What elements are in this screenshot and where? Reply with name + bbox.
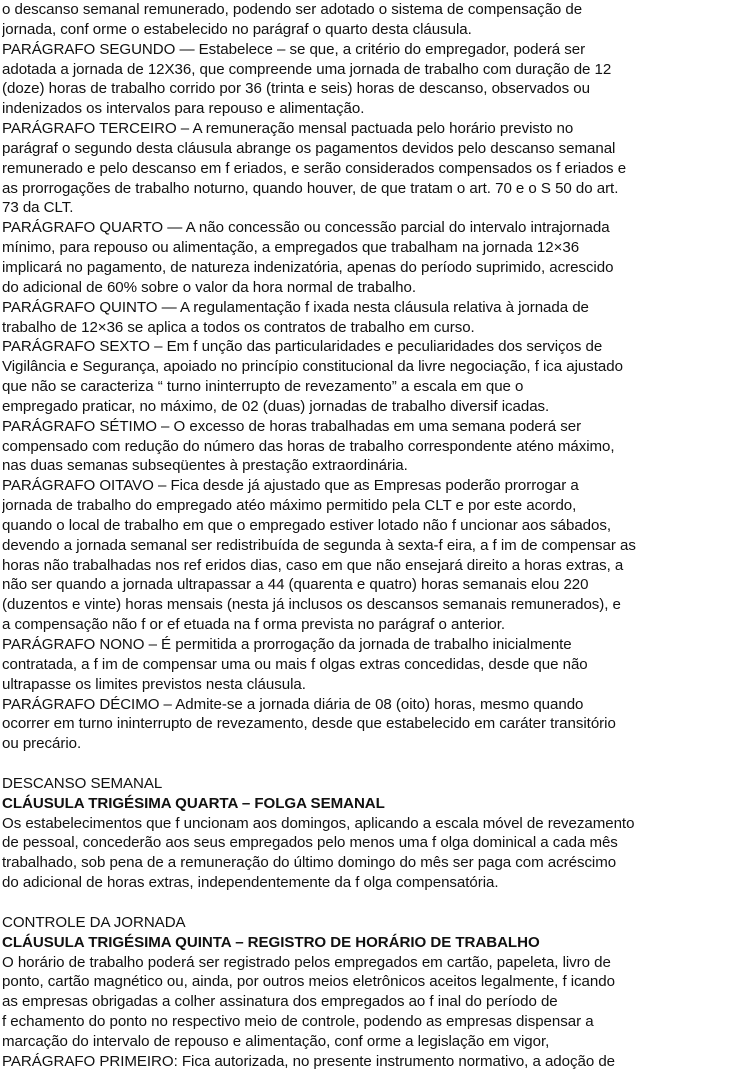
paragraph-line: adotada a jornada de 12X36, que compreende uma jornada de trabalho com duração de 12 [2,60,612,78]
paragraph-line: f echamento do ponto no respectivo meio de controle, podendo as empresas dispensar a [2,1013,594,1031]
clause-title: CLÁUSULA TRIGÉSIMA QUINTA – REGISTRO DE HORÁRIO DE TRABALHO [2,933,540,951]
paragraph-line: trabalho de 12×36 se aplica a todos os contratos de trabalho em curso. [2,318,475,336]
paragraph-line: ponto, cartão magnético ou, ainda, por outros meios eletrônicos aceitos legalmente, f icando [2,973,615,991]
paragraph-line: PARÁGRAFO TERCEIRO – A remuneração mensal pactuada pelo horário previsto no [2,120,574,138]
paragraph-line: PARÁGRAFO QUARTO — A não concessão ou concessão parcial do intervalo intrajornada [2,219,610,237]
paragraph-line: não ser quando a jornada ultrapassar a 44 (quarenta e quatro) horas semanais elou 220 [2,576,589,594]
paragraph-line: PARÁGRAFO PRIMEIRO: Fica autorizada, no presente instrumento normativo, a adoção de [2,1052,616,1070]
section-heading: DESCANSO SEMANAL [2,774,163,792]
clause-title: CLÁUSULA TRIGÉSIMA QUARTA – FOLGA SEMANAL [2,794,385,812]
paragraph-line: PARÁGRAFO NONO – É permitida a prorrogação da jornada de trabalho inicialmente [2,636,572,653]
paragraph-line: (duzentos e vinte) horas mensais (nesta já inclusos os descansos semanais remunerados), e [2,596,621,614]
paragraph-line: Vigilância e Segurança, apoiado no princípio constitucional da livre negociação, f ica ajustado [2,358,623,376]
paragraph-line: a compensação não f or ef etuada na f orma prevista no parágraf o anterior. [2,616,506,634]
paragraph-line: PARÁGRAFO OITAVO – Fica desde já ajustado que as Empresas poderão prorrogar a [2,477,579,495]
paragraph-line: que não se caracteriza “ turno ininterrupto de revezamento” a escala em que o [2,378,524,396]
paragraph-line: de pessoal, concederão aos seus empregados pelo menos uma f olga dominical a cada mês [2,834,618,852]
blank-line [2,893,734,913]
blank-line [2,754,734,774]
paragraph-line: 73 da CLT. [2,199,74,217]
paragraph-line: nas duas semanas subseqüentes à prestação extraordinária. [2,457,408,475]
paragraph-line: PARÁGRAFO SEGUNDO — Estabelece – se que, a critério do empregador, poderá ser [2,40,586,58]
paragraph-line: O horário de trabalho poderá ser registrado pelos empregados em cartão, papeleta, livro de [2,953,611,971]
paragraph-line: horas não trabalhadas nos ref eridos dias, caso em que não ensejará direito a horas extras, a [2,556,624,574]
section-heading: CONTROLE DA JORNADA [2,913,186,931]
paragraph-line: ocorrer em turno ininterrupto de revezamento, desde que estabelecido em caráter transitório [2,715,616,733]
paragraph-line: contratada, a f im de compensar uma ou mais f olgas extras concedidas, desde que não [2,655,588,673]
paragraph-line: ou precário. [2,735,82,753]
paragraph-line: as prorrogações de trabalho noturno, quando houver, de que tratam o art. 70 e o S 50 do art. [2,179,619,197]
paragraph-line: Os estabelecimentos que f uncionam aos domingos, aplicando a escala móvel de revezamento [2,814,635,832]
paragraph-line: jornada, conf orme o estabelecido no parágraf o quarto desta cláusula. [2,20,472,38]
paragraph-line: empregado praticar, no máximo, de 02 (duas) jornadas de trabalho diversif icadas. [2,397,550,415]
paragraph-line: do adicional de horas extras, independentemente da f olga compensatória. [2,874,499,892]
paragraph-line: indenizados os intervalos para repouso e alimentação. [2,100,365,118]
paragraph-line: trabalhado, sob pena de a remuneração do último domingo do mês ser paga com acréscimo [2,854,617,872]
paragraph-line: mínimo, para repouso ou alimentação, a empregados que trabalham na jornada 12×36 [2,239,580,257]
paragraph-line: remunerado e pelo descanso em f eriados, e serão considerados compensados os f eriados e [2,159,627,177]
paragraph-line: quando o local de trabalho em que o empregado estiver lotado não f uncionar aos sábados, [2,516,611,534]
paragraph-line: marcação do intervalo de repouso e alimentação, conf orme a legislação em vigor, [2,1032,550,1050]
paragraph-line: compensado com redução do número das horas de trabalho correspondente aténo máximo, [2,437,615,455]
paragraph-line: do adicional de 60% sobre o valor da hora normal de trabalho. [2,278,416,296]
paragraph-line: PARÁGRAFO QUINTO — A regulamentação f ixada nesta cláusula relativa à jornada de [2,298,589,316]
paragraph-line: as empresas obrigadas a colher assinatura dos empregados ao f inal do período de [2,993,558,1011]
paragraph-line: PARÁGRAFO SEXTO – Em f unção das particularidades e peculiaridades dos serviços de [2,338,603,356]
paragraph-line: implicará no pagamento, de natureza indenizatória, apenas do período suprimido, acrescido [2,258,614,276]
paragraph-line: o descanso semanal remunerado, podendo ser adotado o sistema de compensação de [2,1,583,18]
paragraph-line: PARÁGRAFO DÉCIMO – Admite-se a jornada diária de 08 (oito) horas, mesmo quando [2,695,584,713]
paragraph-line: devendo a jornada semanal ser redistribuída de segunda à sexta-f eira, a f im de compensar as [2,536,636,554]
paragraph-line: (doze) horas de trabalho corrido por 36 (trinta e seis) horas de descanso, observados ou [2,80,590,98]
paragraph-line: parágraf o segundo desta cláusula abrange os pagamentos devidos pelo descanso semanal [2,139,616,157]
paragraph-line: PARÁGRAFO SÉTIMO – O excesso de horas trabalhadas em uma semana poderá ser [2,417,582,435]
paragraph-line: jornada de trabalho do empregado atéo máximo permitido pela CLT e por este acordo, [2,497,577,515]
paragraph-line: ultrapasse os limites previstos nesta cláusula. [2,675,306,693]
